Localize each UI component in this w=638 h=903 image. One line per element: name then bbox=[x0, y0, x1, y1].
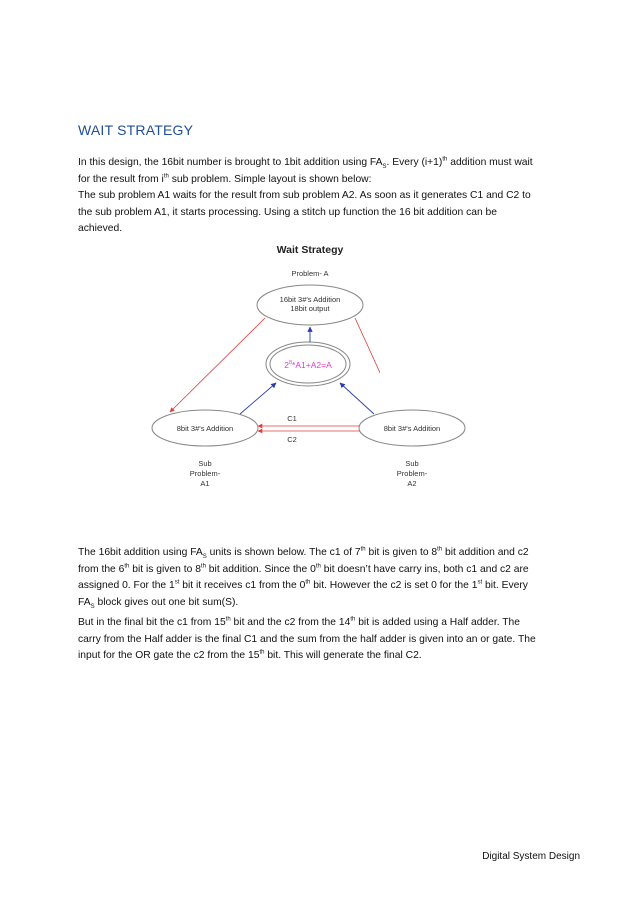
para1-line2: for the result from $i^{th}$ sub problem. Simple layout is shown below: bbox=[78, 173, 372, 185]
right-sub-line1: Sub bbox=[405, 459, 419, 468]
section-heading: WAIT STRATEGY bbox=[78, 122, 194, 138]
para2-line4: $FA_S$ block gives out one bit sum(S). bbox=[78, 596, 239, 610]
final-bit-paragraph bbox=[78, 615, 568, 665]
intro-paragraph bbox=[78, 155, 568, 238]
left-to-center-arrow bbox=[240, 383, 276, 414]
right-to-center-arrow bbox=[340, 383, 374, 414]
right-node bbox=[359, 410, 380, 446]
para1-line1: In this design, the 16bit number is brought to 1bit addition using $FA_S$. Every $(i+1)^{th}$ addition must wait bbox=[78, 156, 533, 171]
top-node-line1: 16bit 3#'s Addition bbox=[279, 295, 341, 304]
para1-line4: the sub problem A1, it starts processing. Using a stitch up function the 16 bit addition can be bbox=[78, 206, 497, 218]
para1-line3: The sub problem A1 waits for the result from sub problem A2. As soon as it generates C1 and C2 to bbox=[78, 190, 531, 202]
top-node-line2: 18bit output bbox=[290, 304, 330, 313]
right-sub-line3: A2 bbox=[407, 479, 417, 488]
top-to-left-arrow bbox=[170, 318, 265, 412]
page-footer: Digital System Design bbox=[482, 851, 580, 862]
top-to-right-arrow bbox=[355, 318, 380, 412]
para3-line3: input for the OR gate the c2 from the 15th bit. This will generate the final C2. bbox=[78, 649, 422, 662]
left-sub-line2: Problem- bbox=[189, 469, 221, 478]
para2-line3: assigned 0. For the 1st bit it receives c1 from the 0th bit. However the c2 is set 0 for the 1st bit. Every bbox=[78, 579, 528, 592]
para2-line2: from the 6th bit is given to 8th bit addition. Since the 0th bit doesn’t have carry ins, both c1 and c2 are bbox=[78, 563, 529, 575]
wait-strategy-diagram bbox=[140, 238, 380, 498]
para3-line2: carry from the Half adder is the final C1 and the sum from the half adder is given into an or gate. The bbox=[78, 633, 536, 645]
left-sub-line3: A1 bbox=[200, 479, 210, 488]
para3-line1: But in the final bit the c1 from 15th bit and the c2 from the 14th bit is added using a Half adder. The bbox=[78, 616, 521, 628]
left-sub-line1: Sub bbox=[198, 459, 212, 468]
wait-strategy-diagram-right bbox=[380, 238, 510, 498]
center-formula: $2^8*A1+A2=A$ bbox=[284, 360, 332, 370]
c1-label: C1 bbox=[287, 414, 297, 423]
c2-label: C2 bbox=[287, 435, 297, 444]
para1-line5: achieved. bbox=[78, 223, 123, 235]
right-node-label: 8bit 3#'s Addition bbox=[383, 424, 441, 433]
diagram-title: Wait Strategy bbox=[276, 244, 344, 256]
left-node-label: 8bit 3#'s Addition bbox=[176, 424, 234, 433]
fa-units-paragraph bbox=[78, 545, 568, 611]
problem-a-label: Problem- A bbox=[291, 269, 329, 278]
para2-line1: The 16bit addition using $FA_S$ units is shown below. The c1 of 7th bit is given to 8th bit addition and c2 bbox=[78, 546, 529, 561]
right-sub-line2: Problem- bbox=[396, 469, 428, 478]
